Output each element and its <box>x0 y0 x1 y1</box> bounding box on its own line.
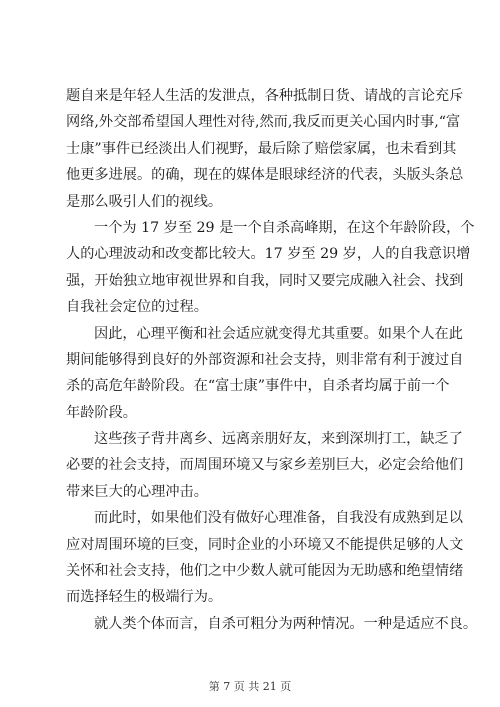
text-line: 关怀和社会支持，他们之中少数人就可能因为无助感和绝望情绪 <box>66 563 464 580</box>
text-line: 自我社会定位的过程。 <box>66 299 208 316</box>
text-line: 一个为 17 岁至 29 是一个自杀高峰期，在这个年龄阶段，个 <box>94 219 475 236</box>
text-line: 带来巨大的心理冲击。 <box>66 483 208 500</box>
text-line: 期间能够得到良好的外部资源和社会支持，则非常有利于渡过自 <box>66 351 464 368</box>
text-line: 杀的高危年龄阶段。在“富士康”事件中，自杀者均属于前一个 <box>66 378 450 395</box>
text-line: 因此，心理平衡和社会适应就变得尤其重要。如果个人在此 <box>94 325 463 342</box>
text-line: 而此时，如果他们没有做好心理准备，自我没有成熟到足以 <box>94 510 463 527</box>
text-line: 人的心理波动和改变都比较大。17 岁至 29 岁，人的自我意识增 <box>66 246 471 263</box>
text-line: 他更多进展。的确，现在的媒体是眼球经济的代表，头版头条总 <box>66 167 464 184</box>
page-number-footer: 第 7 页 共 21 页 <box>208 680 292 693</box>
text-line: 强，开始独立地审视世界和自我，同时又要完成融入社会、找到 <box>66 272 464 289</box>
text-line: 题自来是年轻人生活的发泄点，各种抵制日货、请战的言论充斥 <box>66 88 464 104</box>
text-line: 必要的社会支持，而周围环境又与家乡差别巨大，必定会给他们 <box>66 457 464 474</box>
text-line: 而选择轻生的极端行为。 <box>66 589 223 606</box>
text-line: 就人类个体而言，自杀可粗分为两种情况。一种是适应不良。 <box>94 615 478 632</box>
text-line: 网络,外交部希望国人理性对待,然而,我反而更关心国内时事,“富 <box>66 114 461 131</box>
text-line: 这些孩子背井离乡、远离亲朋好友，来到深圳打工，缺乏了 <box>94 431 463 448</box>
text-line: 士康”事件已经淡出人们视野，最后除了赔偿家属，也未看到其 <box>66 140 457 157</box>
body-text <box>66 88 478 642</box>
text-line: 年龄阶段。 <box>66 404 137 421</box>
text-line: 是那么吸引人们的视线。 <box>66 193 223 210</box>
text-line: 应对周围环境的巨变，同时企业的小环境又不能提供足够的人文 <box>66 536 464 553</box>
